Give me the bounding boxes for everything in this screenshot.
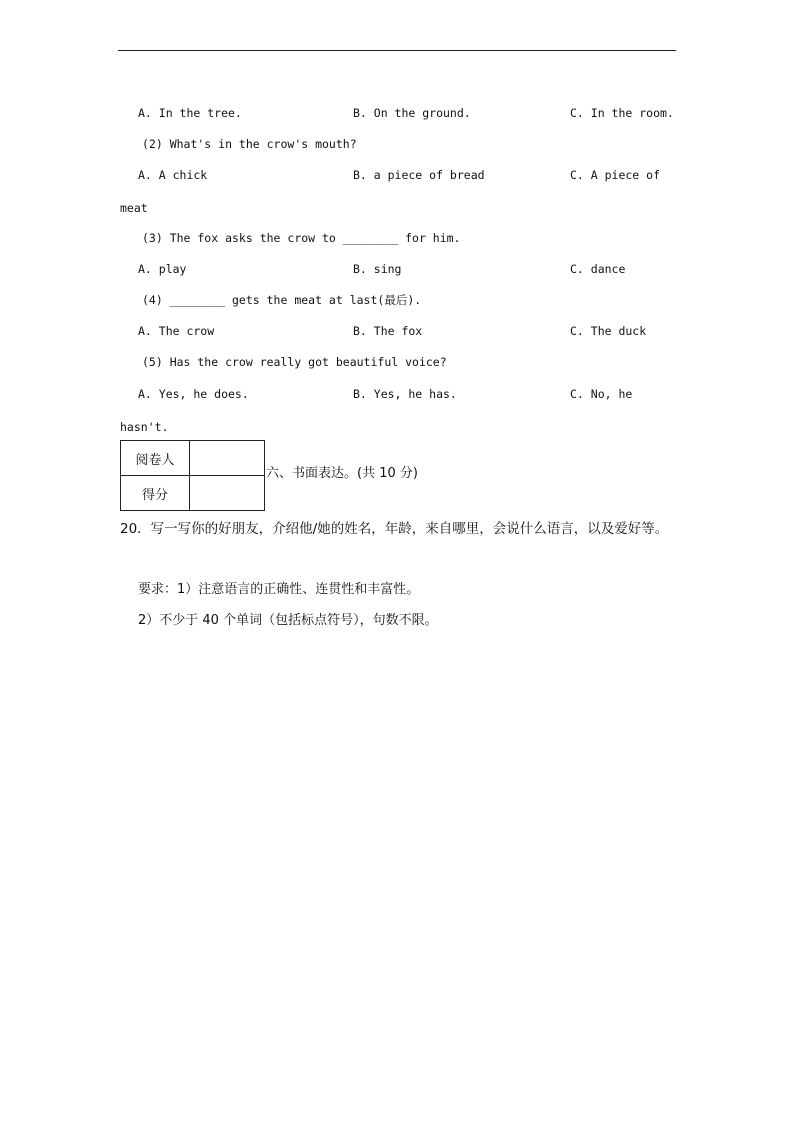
q2-option-b: B. a piece of bread <box>353 168 485 182</box>
q2-option-a: A. A chick <box>138 168 208 182</box>
q2-option-c: C. A piece of <box>570 168 661 182</box>
q3-option-c: C. dance <box>570 262 626 276</box>
q5-option-c: C. No, he <box>570 387 633 401</box>
q4-question: (4) ________ gets the meat at last(最后). <box>142 293 422 307</box>
q2-option-c-wrap: meat <box>120 201 148 215</box>
q5-option-a: A. Yes, he does. <box>138 387 249 401</box>
score-cell <box>190 476 265 511</box>
grader-cell <box>190 441 265 476</box>
q1-option-b: B. On the ground. <box>353 106 471 120</box>
q1-option-c: C. In the room. <box>570 106 674 120</box>
requirement-2: 2）不少于 40 个单词（包括标点符号），句数不限。 <box>138 613 438 628</box>
q4-option-a: A. The crow <box>138 324 215 338</box>
q5-option-c-wrap: hasn't. <box>120 420 169 434</box>
q3-question: (3) The fox asks the crow to ________ for him. <box>142 231 461 245</box>
question-20: 20．写一写你的好朋友，介绍他/她的姓名，年龄，来自哪里，会说什么语言，以及爱好等。 <box>120 521 669 537</box>
section-six-title: 六、书面表达。(共 10 分) <box>266 466 418 481</box>
header-rule <box>118 50 676 51</box>
q2-question: (2) What's in the crow's mouth? <box>142 137 357 151</box>
score-table <box>120 440 265 511</box>
q1-option-a: A. In the tree. <box>138 106 242 120</box>
q3-option-a: A. play <box>138 262 187 276</box>
score-label: 得分 <box>121 476 190 511</box>
q5-question: (5) Has the crow really got beautiful voice? <box>142 355 447 369</box>
q4-option-b: B. The fox <box>353 324 423 338</box>
q4-option-c: C. The duck <box>570 324 647 338</box>
q3-option-b: B. sing <box>353 262 402 276</box>
grader-label: 阅卷人 <box>121 441 190 476</box>
q5-option-b: B. Yes, he has. <box>353 387 457 401</box>
requirement-1: 要求：1）注意语言的正确性、连贯性和丰富性。 <box>138 582 420 597</box>
